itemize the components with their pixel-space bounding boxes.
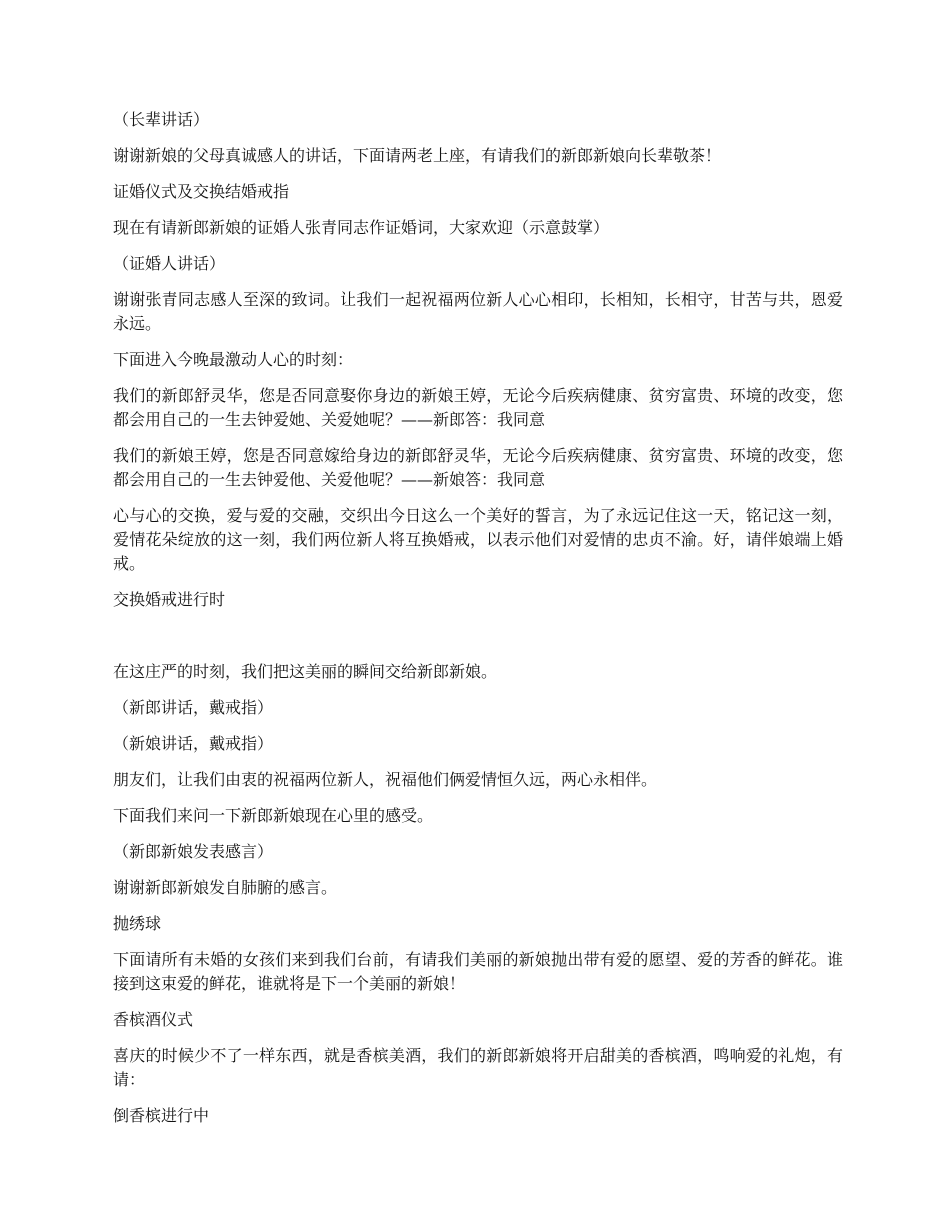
paragraph-ask-feelings: 下面我们来问一下新郎新娘现在心里的感受。 [113, 806, 434, 825]
section-heading-champagne: 香槟酒仪式 [113, 1010, 194, 1029]
paragraph-bride-ring: （新娘讲话，戴戒指） [113, 734, 274, 753]
paragraph-thanks-witness: 谢谢张青同志感人至深的致词。让我们一起祝福两位新人心心相印，长相知，长相守，甘苦与共，恩爱永远。 [113, 290, 843, 333]
paragraph-thanks-parents: 谢谢新娘的父母真诚感人的讲话，下面请两老上座，有请我们的新郎新娘向长辈敬茶！ [113, 146, 722, 165]
paragraph-pouring-champagne: 倒香槟进行中 [113, 1106, 210, 1125]
paragraph-champagne: 喜庆的时候少不了一样东西，就是香槟美酒，我们的新郎新娘将开启甜美的香槟酒，鸣响爱的礼炮，有请： [113, 1046, 843, 1089]
section-heading-ring-exchange: 交换婚戒进行时 [113, 590, 226, 609]
paragraph-groom-vow: 我们的新郎舒灵华，您是否同意娶你身边的新娘王婷，无论今后疾病健康、贫穷富贵、环境的改变，您都会用自己的一生去钟爱她、关爱她呢？——新郎答：我同意 [113, 386, 843, 429]
paragraph-couple-remarks: （新郎新娘发表感言） [113, 842, 274, 861]
paragraph-bouquet-toss: 下面请所有未婚的女孩们来到我们台前，有请我们美丽的新娘抛出带有爱的愿望、爱的芳香的鲜花。谁接到这束爱的鲜花，谁就将是下一个美丽的新娘！ [113, 950, 843, 993]
paragraph-groom-ring: （新郎讲话，戴戒指） [113, 698, 274, 717]
paragraph-elder-speech: （长辈讲话） [113, 110, 210, 129]
paragraph-witness-speech: （证婚人讲话） [113, 254, 226, 273]
document-body [113, 108, 843, 1140]
blank-gap [113, 624, 843, 660]
paragraph-solemn-moment: 在这庄严的时刻，我们把这美丽的瞬间交给新郎新娘。 [113, 662, 498, 681]
section-heading-bouquet-toss: 抛绣球 [113, 914, 162, 933]
paragraph-friends-blessing: 朋友们，让我们由衷的祝福两位新人，祝福他们俩爱情恒久远，两心永相伴。 [113, 770, 658, 789]
section-heading-wedding-witness: 证婚仪式及交换结婚戒指 [113, 182, 290, 201]
paragraph-invite-witness: 现在有请新郎新娘的证婚人张青同志作证婚词，大家欢迎（示意鼓掌） [113, 218, 610, 237]
paragraph-bride-vow: 我们的新娘王婷，您是否同意嫁给身边的新郎舒灵华，无论今后疾病健康、贫穷富贵、环境的改变，您都会用自己的一生去钟爱他、关爱他呢？——新娘答：我同意 [113, 446, 843, 489]
paragraph-exciting-moment: 下面进入今晚最激动人心的时刻： [113, 350, 354, 369]
paragraph-ring-exchange-intro: 心与心的交换，爱与爱的交融，交织出今日这么一个美好的誓言，为了永远记住这一天，铭记这一刻，爱情花朵绽放的这一刻，我们两位新人将互换婚戒，以表示他们对爱情的忠贞不渝。好，请伴娘端上婚戒。 [113, 506, 843, 573]
paragraph-thanks-couple: 谢谢新郎新娘发自肺腑的感言。 [113, 878, 338, 897]
